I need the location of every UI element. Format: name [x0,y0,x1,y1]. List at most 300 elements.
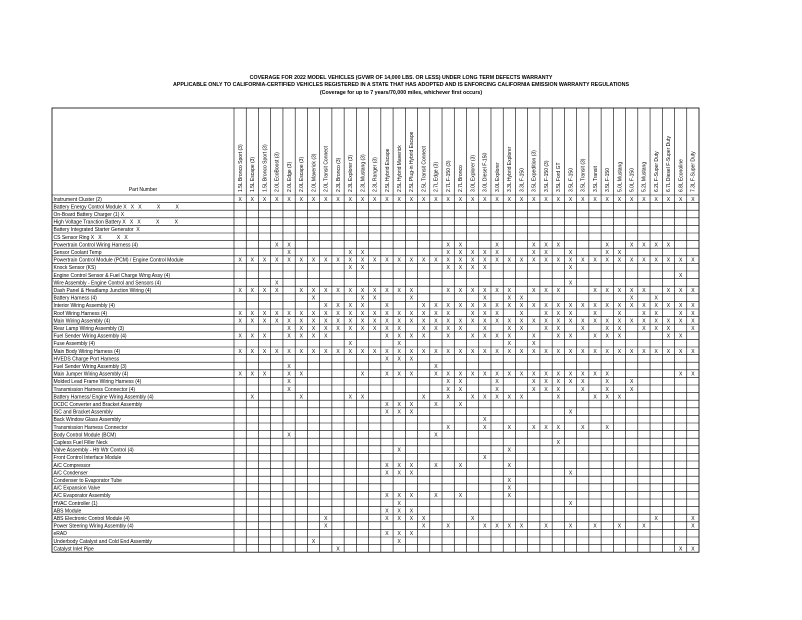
coverage-mark: X [581,303,585,310]
coverage-mark: X [654,326,658,332]
coverage-mark: X [544,303,548,310]
column-header: 3.5L F-150 [568,168,575,192]
coverage-mark: X [397,310,401,317]
coverage-mark: X [654,196,658,203]
coverage-mark: X [262,257,267,264]
coverage-mark: X [507,447,512,454]
coverage-mark: X [385,470,389,477]
coverage-mark: X [544,523,548,530]
coverage-mark: X [666,348,671,355]
coverage-mark: X [275,257,279,264]
coverage-mark: X [458,326,463,332]
coverage-mark: X [446,326,450,332]
coverage-mark: X [532,250,536,256]
coverage-mark: X [568,379,573,386]
row-label: Main Body Wiring Harness (4) [53,348,121,355]
coverage-mark: X [299,318,303,325]
coverage-mark: X [348,326,352,332]
coverage-mark: X [348,250,352,256]
coverage-mark: X [691,516,695,522]
column-header: 3.5L Transit [592,166,599,192]
coverage-mark: X [385,508,389,515]
row-label: Battery Energy Control Module X X X X X [53,204,179,211]
coverage-mark: X [605,196,609,203]
coverage-mark: X [434,257,438,264]
coverage-mark: X [458,402,463,408]
coverage-mark: X [470,348,475,355]
coverage-mark: X [666,303,671,310]
coverage-mark: X [360,288,365,294]
coverage-mark: X [458,493,463,500]
coverage-mark: X [556,394,560,401]
coverage-mark: X [287,326,291,332]
coverage-mark: X [605,371,609,378]
coverage-mark: X [581,318,585,325]
coverage-mark: X [446,265,450,272]
coverage-mark: X [373,348,377,355]
coverage-mark: X [397,348,401,355]
coverage-mark: X [324,516,328,522]
row-label: A/C Evaporator Assembly [53,493,111,500]
coverage-mark: X [262,288,267,294]
coverage-mark: X [446,424,450,431]
coverage-mark: X [617,318,622,325]
coverage-mark: X [691,326,695,332]
coverage-mark: X [385,493,389,500]
coverage-mark: X [630,242,634,249]
coverage-mark: X [556,318,560,325]
coverage-mark: X [397,333,401,340]
coverage-mark: X [568,196,573,203]
coverage-mark: X [507,303,512,310]
coverage-mark: X [568,318,573,325]
coverage-mark: X [421,326,426,332]
coverage-mark: X [409,402,414,408]
row-label: Knock Sensor (KS) [53,265,97,272]
coverage-mark: X [470,257,475,264]
coverage-mark: X [434,364,438,370]
coverage-mark: X [666,326,671,332]
coverage-mark: X [324,303,328,310]
coverage-mark: X [275,318,279,325]
coverage-mark: X [642,348,646,355]
row-label: ABS Electronic Control Module (4) [53,516,130,522]
coverage-mark: X [691,257,695,264]
coverage-mark: X [630,318,634,325]
coverage-mark: X [397,531,401,538]
coverage-mark: X [373,196,377,203]
coverage-mark: X [519,371,524,378]
coverage-mark: X [666,333,671,340]
coverage-mark: X [299,394,303,401]
coverage-mark: X [532,196,536,203]
coverage-mark: X [507,196,512,203]
coverage-mark: X [458,242,463,249]
row-label: Valve Assembly - Htr Wtr Control (4) [53,447,134,454]
row-label: Capless Fuel Filler Neck [53,440,108,446]
coverage-mark: X [458,386,463,393]
coverage-mark: X [483,424,487,431]
coverage-mark: X [654,257,658,264]
coverage-mark: X [556,440,560,446]
coverage-mark: X [299,348,303,355]
coverage-mark: X [434,402,438,408]
coverage-mark: X [238,196,242,203]
coverage-mark: X [446,242,450,249]
coverage-mark: X [666,318,671,325]
coverage-mark: X [532,341,536,348]
coverage-mark: X [654,318,658,325]
coverage-mark: X [568,371,573,378]
coverage-mark: X [409,371,414,378]
coverage-mark: X [483,348,487,355]
column-header: 3.3L F-150 [519,168,526,192]
row-label: Rear Lamp Wiring Assembly (3) [53,326,125,332]
coverage-mark: X [666,196,671,203]
coverage-mark: X [287,250,291,256]
coverage-mark: X [336,303,340,310]
coverage-mark: X [397,409,401,416]
column-header: 6.7L Diesel F-Super Duty [666,136,673,192]
coverage-mark: X [495,303,499,310]
coverage-mark: X [556,333,560,340]
row-label: Catalyst Inlet Pipe [53,546,94,553]
coverage-mark: X [348,348,352,355]
coverage-mark: X [470,333,475,340]
coverage-mark: X [446,196,450,203]
coverage-mark: X [532,318,536,325]
coverage-mark: X [691,523,695,530]
coverage-mark: X [568,470,573,477]
coverage-mark: X [409,257,414,264]
coverage-mark: X [593,523,597,530]
coverage-mark: X [311,196,316,203]
coverage-mark: X [495,196,499,203]
row-label: Transmission Harness Connector [53,424,128,431]
coverage-mark: X [385,371,389,378]
coverage-mark: X [446,303,450,310]
coverage-mark: X [360,257,365,264]
coverage-mark: X [507,318,512,325]
coverage-mark: X [446,310,450,317]
coverage-mark: X [507,257,512,264]
coverage-mark: X [373,257,377,264]
coverage-mark: X [642,257,646,264]
coverage-mark: X [287,432,291,439]
coverage-mark: X [421,310,426,317]
coverage-mark: X [409,493,414,500]
coverage-mark: X [617,333,622,340]
coverage-mark: X [397,470,401,477]
column-header: 5.0L F-150 [629,168,636,192]
coverage-mark: X [678,303,683,310]
coverage-mark: X [654,516,658,522]
coverage-mark: X [446,386,450,393]
coverage-mark: X [617,303,622,310]
coverage-mark: X [691,546,695,553]
coverage-mark: X [593,371,597,378]
coverage-mark: X [470,303,475,310]
coverage-mark: X [544,250,548,256]
coverage-mark: X [666,257,671,264]
coverage-mark: X [348,341,352,348]
coverage-mark: X [336,348,340,355]
coverage-mark: X [483,288,487,294]
header-line-1: COVERAGE FOR 2022 MODEL VEHICLES (GVWR OF 14,000 LBS. OR LESS) UNDER LONG TERM DEFECTS WARRANTY [249,75,553,81]
coverage-mark: X [397,257,401,264]
coverage-mark: X [495,348,499,355]
coverage-mark: X [360,250,365,256]
row-label: Sensor Coolant Temp [53,250,102,256]
coverage-mark: X [483,318,487,325]
coverage-mark: X [336,257,340,264]
coverage-mark: X [519,303,524,310]
coverage-mark: X [299,326,303,332]
coverage-mark: X [666,288,671,294]
coverage-mark: X [360,303,365,310]
coverage-mark: X [446,257,450,264]
row-label: Battery Integrated Starter Generator X [53,227,140,234]
coverage-mark: X [409,348,414,355]
coverage-mark: X [581,371,585,378]
coverage-mark: X [691,303,695,310]
column-header: 2.7L F-150 (3) [445,160,452,192]
coverage-mark: X [630,295,634,302]
coverage-mark: X [568,303,573,310]
coverage-mark: X [250,371,255,378]
coverage-mark: X [336,326,340,332]
coverage-mark: X [605,394,609,401]
coverage-mark: X [373,318,377,325]
column-header: 1.5L Escape (3) [250,156,257,192]
coverage-mark: X [409,333,414,340]
coverage-mark: X [385,257,389,264]
coverage-mark: X [605,386,609,393]
coverage-mark: X [311,348,316,355]
coverage-mark: X [605,303,609,310]
coverage-mark: X [544,310,548,317]
row-label: Battery Harness/ Engine Wiring Assembly (4) [53,394,154,401]
coverage-mark: X [397,326,401,332]
coverage-mark: X [311,310,316,317]
row-label: Main Wiring Assembly (4) [53,318,111,325]
coverage-mark: X [446,371,450,378]
row-label: Fuel Sender Wiring Assembly (3) [53,364,127,370]
coverage-mark: X [617,523,622,530]
coverage-mark: X [470,265,475,272]
coverage-mark: X [311,318,316,325]
coverage-mark: X [360,318,365,325]
coverage-mark: X [593,196,597,203]
coverage-mark: X [691,318,695,325]
coverage-mark: X [630,196,634,203]
coverage-mark: X [360,265,365,272]
coverage-mark: X [299,196,303,203]
coverage-mark: X [532,333,536,340]
coverage-mark: X [483,523,487,530]
row-label: Battery Harness (4) [53,295,97,302]
row-label: eRAD [53,531,67,538]
coverage-mark: X [605,288,609,294]
coverage-mark: X [421,196,426,203]
coverage-mark: X [262,371,267,378]
coverage-mark: X [385,303,389,310]
coverage-mark: X [360,371,365,378]
coverage-mark: X [495,250,499,256]
coverage-mark: X [458,379,463,386]
coverage-mark: X [519,310,524,317]
coverage-mark: X [238,310,242,317]
coverage-mark: X [483,250,487,256]
row-label: Roof Wiring Harness (4) [53,310,108,317]
coverage-mark: X [507,371,512,378]
coverage-mark: X [642,288,646,294]
coverage-mark: X [507,341,512,348]
coverage-mark: X [507,295,512,302]
column-header: 2.5L Plug-in Hybrid Escape [409,131,416,192]
coverage-mark: X [446,318,450,325]
coverage-mark: X [311,326,316,332]
coverage-mark: X [287,196,291,203]
coverage-mark: X [483,394,487,401]
coverage-mark: X [299,371,303,378]
coverage-mark: X [409,531,414,538]
coverage-mark: X [544,348,548,355]
coverage-mark: X [238,348,242,355]
coverage-mark: X [691,288,695,294]
row-label: DCDC Converter and Bracket Assembly [53,402,143,408]
coverage-mark: X [483,417,487,424]
row-label: Instrument Cluster (2) [53,196,102,203]
coverage-mark: X [250,257,255,264]
column-header: 2.0L EcoBoost (3) [274,152,281,192]
coverage-mark: X [385,288,389,294]
coverage-mark: X [630,386,634,393]
coverage-mark: X [348,318,352,325]
coverage-mark: X [360,394,365,401]
coverage-mark: X [568,257,573,264]
coverage-mark: X [556,196,560,203]
coverage-mark: X [470,310,475,317]
coverage-mark: X [250,310,255,317]
coverage-mark: X [262,333,267,340]
coverage-mark: X [458,265,463,272]
coverage-mark: X [691,196,695,203]
coverage-mark: X [348,196,352,203]
row-label: HVAC Controller (1) [53,500,98,507]
coverage-mark: X [507,523,512,530]
row-label: A/C Condenser [53,470,88,477]
coverage-mark: X [630,348,634,355]
coverage-mark: X [568,280,573,287]
column-header: 5.0L Mustang [617,161,624,192]
coverage-mark: X [397,508,401,515]
coverage-mark: X [544,326,548,332]
coverage-mark: X [581,379,585,386]
coverage-mark: X [446,523,450,530]
coverage-mark: X [507,462,512,469]
coverage-mark: X [507,493,512,500]
coverage-mark: X [544,371,548,378]
coverage-mark: X [470,196,475,203]
coverage-mark: X [495,523,499,530]
coverage-mark: X [605,318,609,325]
coverage-mark: X [617,394,622,401]
coverage-mark: X [470,250,475,256]
coverage-mark: X [434,493,438,500]
coverage-mark: X [532,424,536,431]
coverage-mark: X [556,348,560,355]
coverage-mark: X [421,516,426,522]
coverage-mark: X [360,348,365,355]
coverage-mark: X [385,516,389,522]
coverage-mark: X [495,379,499,386]
coverage-mark: X [324,196,328,203]
coverage-mark: X [373,288,377,294]
coverage-mark: X [678,272,683,279]
coverage-mark: X [678,196,683,203]
coverage-mark: X [421,348,426,355]
coverage-mark: X [409,516,414,522]
coverage-mark: X [556,424,560,431]
coverage-mark: X [385,409,389,416]
column-header: 1.5L Bronco Sport (3) [237,144,244,192]
coverage-mark: X [642,318,646,325]
coverage-mark: X [238,333,242,340]
column-header: 2.7L Bronco [458,165,465,192]
coverage-mark: X [434,318,438,325]
coverage-mark: X [519,295,524,302]
coverage-mark: X [642,326,646,332]
column-header: 2.7L Edge (3) [433,161,440,192]
coverage-mark: X [654,295,658,302]
coverage-mark: X [287,364,291,370]
coverage-mark: X [336,318,340,325]
coverage-mark: X [507,485,512,492]
coverage-mark: X [311,257,316,264]
coverage-mark: X [385,310,389,317]
row-label: A/C Expansion Valve [53,485,101,492]
coverage-mark: X [421,523,426,530]
column-header: 6.8L Econoline [678,159,685,192]
coverage-mark: X [532,257,536,264]
coverage-mark: X [519,394,524,401]
coverage-mark: X [678,371,683,378]
coverage-mark: X [275,348,279,355]
coverage-mark: X [593,310,597,317]
column-header: 3.5L F-150 (3) [543,160,550,192]
coverage-mark: X [568,310,573,317]
coverage-mark: X [568,265,573,272]
column-header: 7.3L F-Super Duty [690,151,697,192]
coverage-mark: X [581,326,585,332]
coverage-mark: X [348,265,352,272]
row-label: Fuel Sender Wiring Assembly (4) [53,333,127,340]
column-header: 3.5L Ford GT [556,162,563,192]
coverage-mark: X [617,326,622,332]
coverage-mark: X [568,348,573,355]
coverage-mark: X [409,470,414,477]
coverage-mark: X [507,333,512,340]
coverage-mark: X [678,546,683,553]
coverage-mark: X [287,371,291,378]
coverage-mark: X [495,386,499,393]
column-header: 3.0L Diesel F-150 [482,152,489,192]
coverage-mark: X [385,402,389,408]
coverage-mark: X [397,447,401,454]
coverage-mark: X [397,516,401,522]
column-header: 3.5L F-150 [605,168,612,192]
